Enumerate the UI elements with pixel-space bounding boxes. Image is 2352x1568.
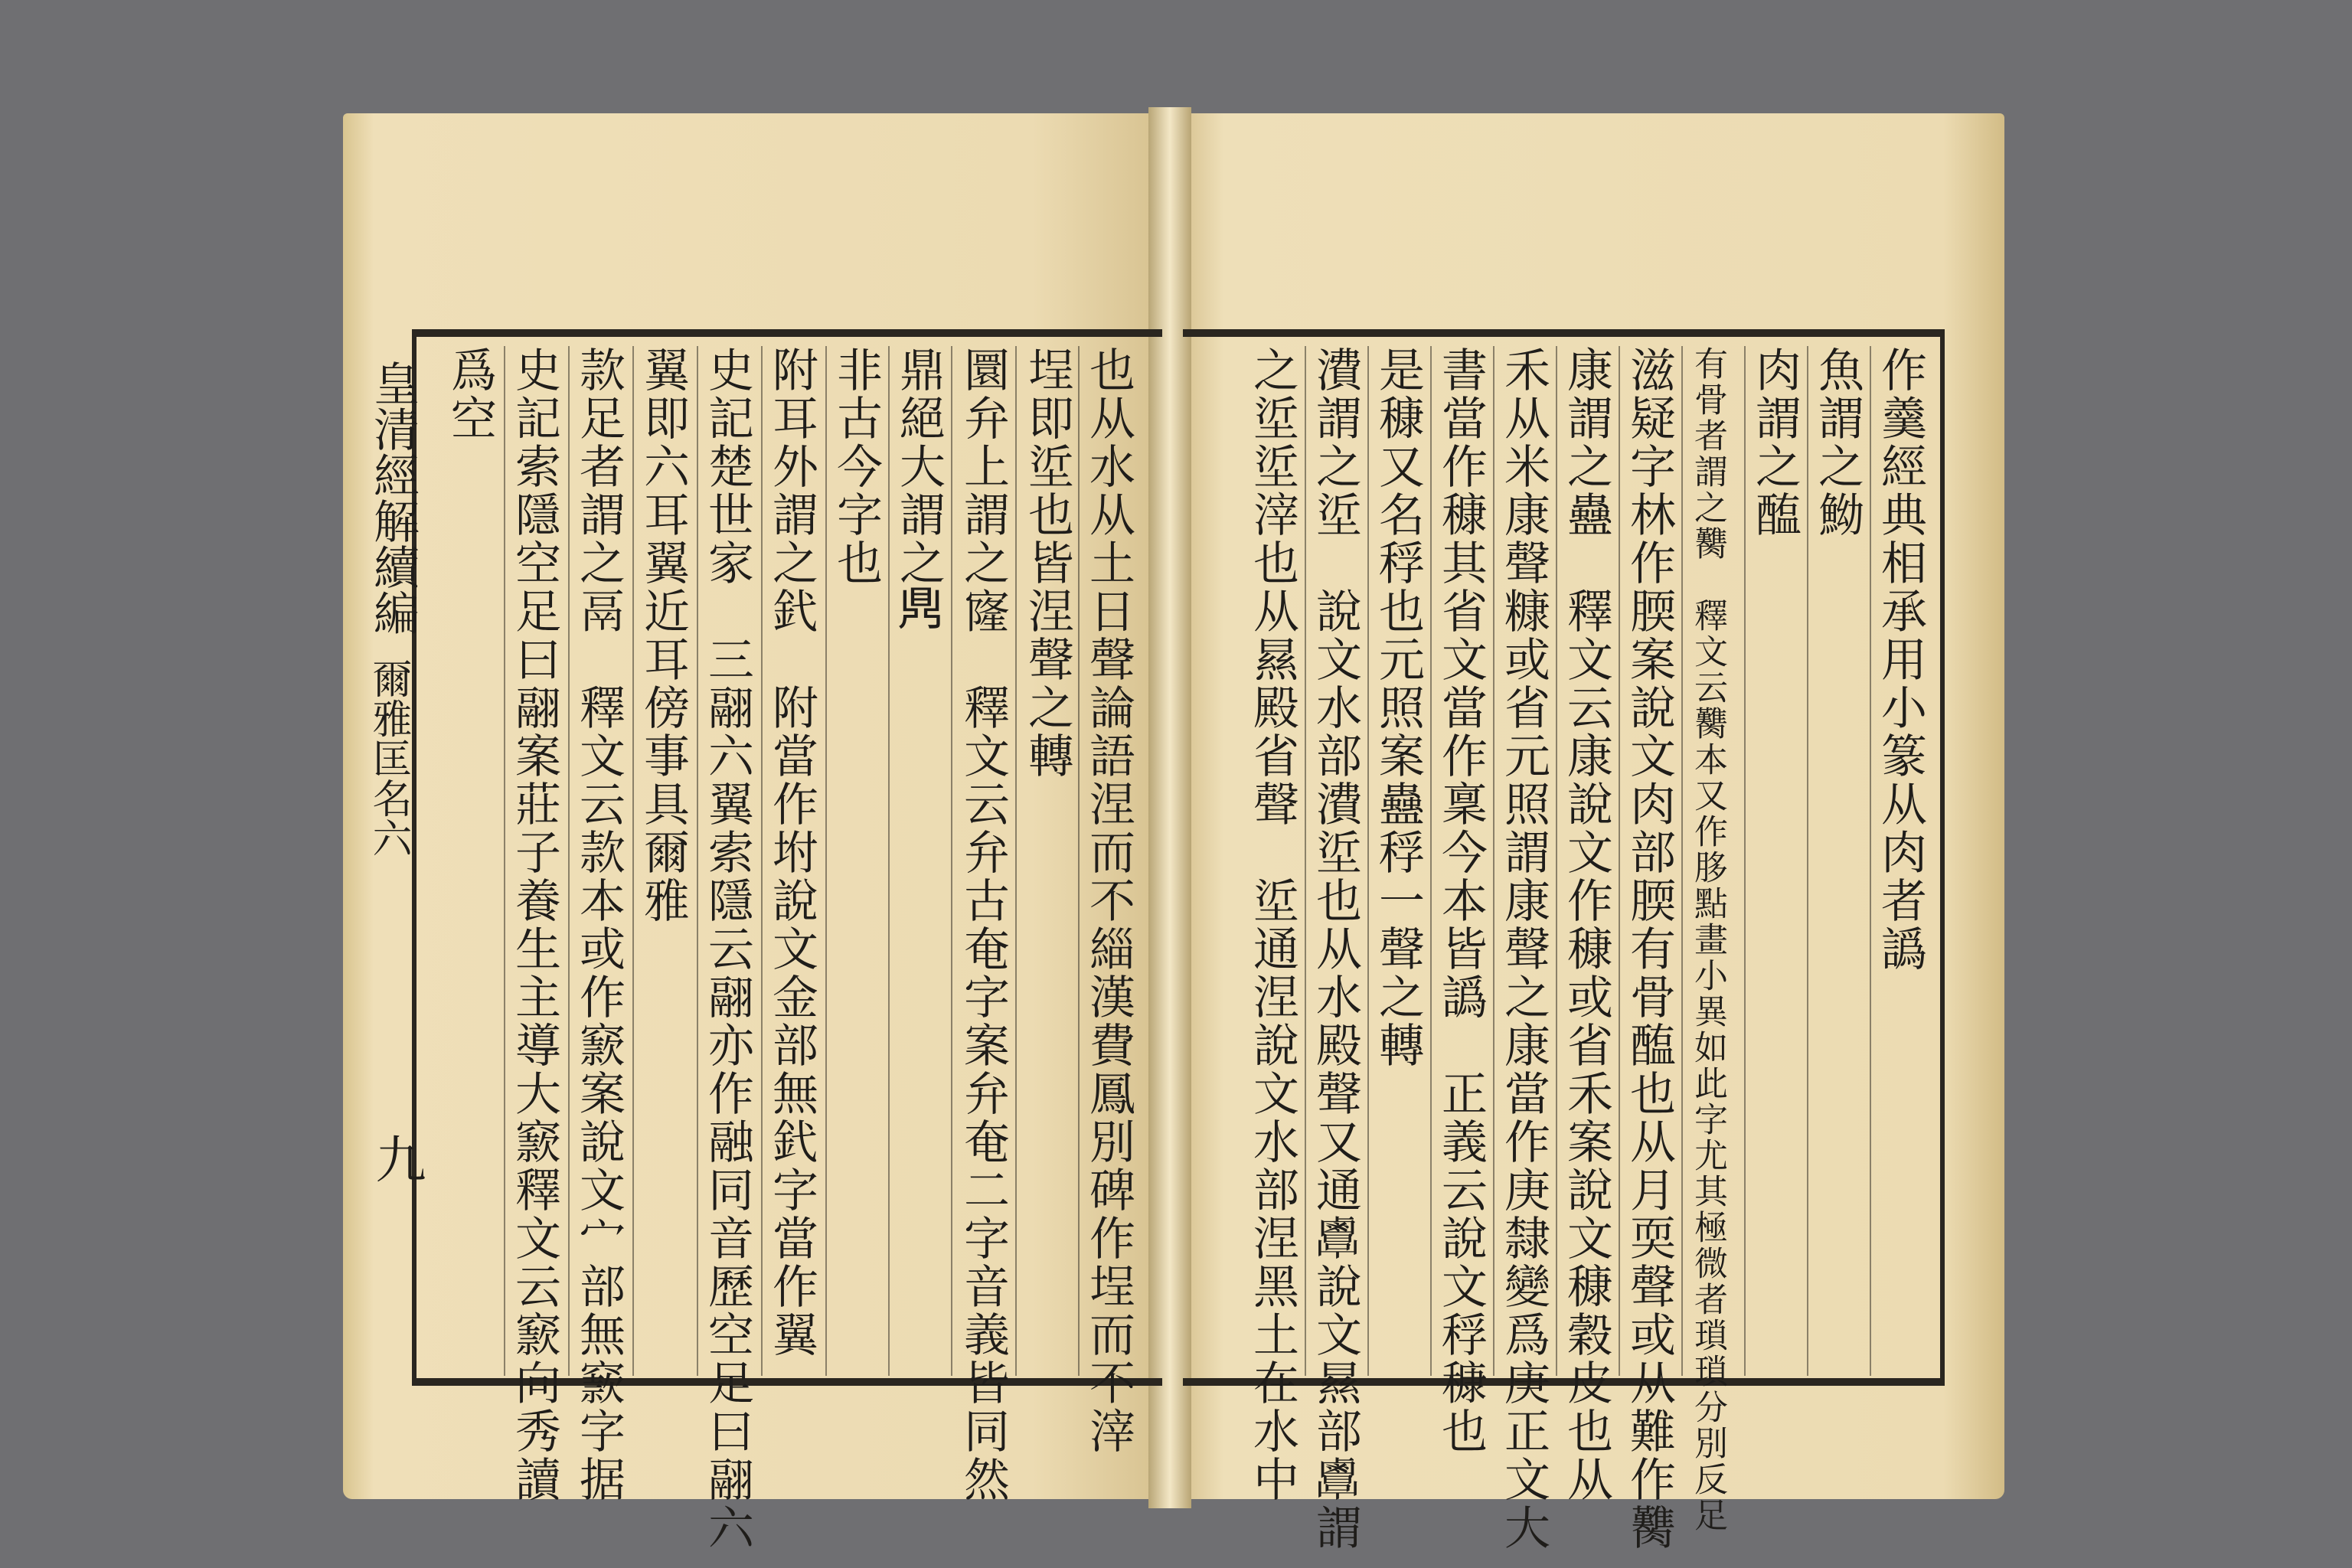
- column-rule: [1015, 346, 1017, 1376]
- column-rule: [1807, 346, 1808, 1376]
- column-rule: [1493, 346, 1494, 1376]
- column-rule: [1430, 346, 1432, 1376]
- column-rule: [1619, 346, 1620, 1376]
- column-rule: [568, 346, 570, 1376]
- folio-number: 九: [367, 1133, 426, 1184]
- left-column-9: 款足者謂之鬲 釋文云款本或作窾案說文宀部無窾字据: [572, 346, 626, 1504]
- right-column-10: 㵒謂之垽 說文水部㵒垽也从水殿聲又通𪉷說文㬎部𪉷謂: [1308, 346, 1362, 1552]
- left-column-8: 翼即六耳翼近耳傍事具爾雅: [636, 346, 690, 925]
- right-column-9: 是穅又名稃也元照案蠱稃一聲之轉: [1371, 346, 1425, 1070]
- column-rule: [697, 346, 698, 1376]
- right-column-6: 康謂之蠱 釋文云康說文作穅或省禾案說文穅穀皮也从: [1560, 346, 1613, 1504]
- left-column-1: 也从水从土日聲論語涅而不緇漢費鳳別碑作埕而不滓: [1082, 346, 1135, 1455]
- right-column-8: 書當作穅其省文當作稟今本皆譌 正義云說文稃穅也: [1434, 346, 1488, 1455]
- left-column-6: 附耳外謂之釴 附當作坿說文金部無釴字當作翼: [765, 346, 818, 1359]
- left-column-7: 史記楚世家 三翮六翼索隱云翮亦作融同音歷空足曰翮六: [701, 346, 754, 1552]
- column-rule: [1305, 346, 1306, 1376]
- column-rule: [1078, 346, 1080, 1376]
- column-rule: [825, 346, 827, 1376]
- right-column-2: 魚謂之䱂: [1811, 346, 1864, 539]
- book-title-margin: 皇清經解續編: [366, 360, 420, 635]
- right-column-3: 肉謂之醢: [1748, 346, 1802, 539]
- column-rule: [761, 346, 763, 1376]
- column-rule: [888, 346, 890, 1376]
- left-column-3: 圜弁上謂之㝫 釋文云弁古奄字案弁奄二字音義皆同然: [956, 346, 1010, 1504]
- right-column-1: 作羹經典相承用小篆从肉者譌: [1873, 346, 1927, 973]
- right-column-7: 禾从米康聲糠或省元照謂康聲之康當作庚隸變爲庚正文大: [1497, 346, 1550, 1552]
- column-rule: [1681, 346, 1683, 1376]
- left-column-4: 鼎絕大謂之𪔂: [892, 346, 946, 635]
- left-column-2: 埕即垽也皆涅聲之轉: [1021, 346, 1074, 780]
- column-rule: [1870, 346, 1871, 1376]
- section-title-margin: 爾雅匡名六: [365, 658, 411, 858]
- left-column-11: 爲空: [443, 346, 497, 443]
- left-column-10: 史記索隱空足曰翮案莊子養生主導大窾釋文云窾向秀讀: [508, 346, 561, 1504]
- column-rule: [951, 346, 952, 1376]
- right-column-11: 之垽垽滓也从㬎殿省聲 垽通涅說文水部涅黑土在水中: [1246, 346, 1299, 1504]
- right-frame-edge: [1940, 329, 1945, 1386]
- left-column-5: 非古今字也: [829, 346, 883, 587]
- right-column-5: 滋疑字林作腝案說文肉部腝有骨醢也从月耎聲或从難作臡: [1622, 346, 1676, 1552]
- right-column-4: 有骨者謂之臡 釋文云臡本又作䏧點畫小異如此字尤其極微者瑣瑣分別反足: [1688, 346, 1727, 1534]
- column-rule: [1556, 346, 1557, 1376]
- column-rule: [632, 346, 634, 1376]
- column-rule: [504, 346, 505, 1376]
- column-rule: [1744, 346, 1746, 1376]
- column-rule: [1367, 346, 1369, 1376]
